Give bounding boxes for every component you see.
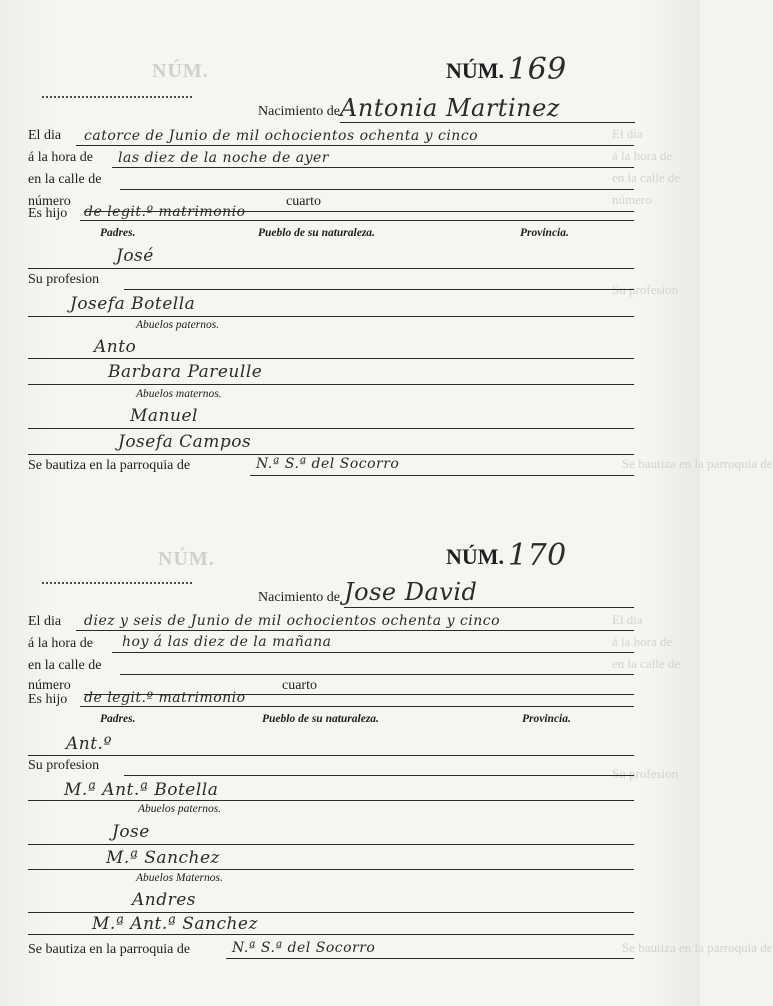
profesion-label: Su profesion xyxy=(28,758,100,773)
provincia-header: Provincia. xyxy=(520,227,569,239)
paternal-grandfather: Jose xyxy=(112,822,150,842)
bleed-text: Se bautiza en la parroquia de xyxy=(622,940,773,955)
field-line xyxy=(226,958,634,959)
record-number: 170 xyxy=(508,538,567,573)
field-line xyxy=(28,934,634,935)
maternal-grandfather: Manuel xyxy=(130,406,198,426)
bleed-text: número xyxy=(612,192,652,207)
bleed-number-2: NÚM. xyxy=(158,548,215,570)
padres-header: Padres. xyxy=(100,713,136,725)
birth-date: diez y seis de Junio de mil ochocientos ochenta y cinco xyxy=(84,613,501,629)
record-number: 169 xyxy=(508,52,567,87)
provincia-header: Provincia. xyxy=(522,713,571,725)
es-hijo-label: Es hijo xyxy=(28,206,68,221)
field-line xyxy=(28,844,634,845)
field-line xyxy=(28,454,634,455)
abuelos-maternos-label: Abuelos maternos. xyxy=(136,388,222,400)
pueblo-header: Pueblo de su naturaleza. xyxy=(262,713,379,725)
parish: N.ª S.ª del Socorro xyxy=(256,456,400,472)
bleed-text: Su profesion xyxy=(612,766,679,781)
field-line xyxy=(28,268,634,269)
abuelos-paternos-label: Abuelos paternos. xyxy=(136,319,220,331)
bleed-number-1: NÚM. xyxy=(152,60,209,82)
mother-name: M.ª Ant.ª Botella xyxy=(64,780,219,800)
cuarto-label: cuarto xyxy=(286,194,321,209)
paternal-grandmother: Barbara Pareulle xyxy=(108,362,263,382)
numero-label: número xyxy=(28,194,71,209)
field-line xyxy=(28,428,634,429)
calle-label: en la calle de xyxy=(28,658,102,673)
field-line xyxy=(340,122,635,123)
dotted-separator xyxy=(42,96,192,98)
field-line xyxy=(250,475,634,476)
bleed-text: en la calle de xyxy=(612,170,681,185)
field-line xyxy=(28,316,634,317)
bautiza-label: Se bautiza en la parroquia de xyxy=(28,942,191,957)
paternal-grandfather: Anto xyxy=(94,337,137,357)
field-line xyxy=(80,220,634,221)
bleed-text: El dia xyxy=(612,126,643,141)
child-name: Jose David xyxy=(344,578,478,606)
paternal-grandmother: M.ª Sanchez xyxy=(106,848,221,868)
field-line xyxy=(28,912,634,913)
field-line xyxy=(344,607,634,608)
record-number-label: NÚM. xyxy=(446,544,505,569)
bleed-text: Se bautiza en la parroquia de xyxy=(622,456,773,471)
bleed-text: á la hora de xyxy=(612,634,673,649)
nacimiento-label: Nacimiento de xyxy=(258,104,341,119)
maternal-grandfather: Andres xyxy=(132,890,197,910)
es-hijo-label: Es hijo xyxy=(28,692,68,707)
hora-label: á la hora de xyxy=(28,150,93,165)
field-line xyxy=(120,189,634,190)
parish: N.ª S.ª del Socorro xyxy=(232,940,376,956)
bautiza-label: Se bautiza en la parroquia de xyxy=(28,458,191,473)
nacimiento-label: Nacimiento de xyxy=(258,590,341,605)
field-line xyxy=(76,630,634,631)
hora-label: á la hora de xyxy=(28,636,93,651)
abuelos-paternos-label: Abuelos paternos. xyxy=(138,803,222,815)
field-line xyxy=(28,755,634,756)
legitimacy: de legit.º matrimonio xyxy=(84,690,246,706)
birth-hour: las diez de la noche de ayer xyxy=(118,150,329,166)
bleed-text: á la hora de xyxy=(612,148,673,163)
field-line xyxy=(28,869,634,870)
dotted-separator xyxy=(42,582,192,584)
profesion-label: Su profesion xyxy=(28,272,100,287)
dia-label: El dia xyxy=(28,614,62,629)
father-name: Ant.º xyxy=(66,734,112,754)
padres-header: Padres. xyxy=(100,227,136,239)
cuarto-label: cuarto xyxy=(282,678,317,693)
pueblo-header: Pueblo de su naturaleza. xyxy=(258,227,375,239)
abuelos-maternos-label: Abuelos Maternos. xyxy=(136,872,223,884)
field-line xyxy=(124,289,634,290)
record-number-label: NÚM. xyxy=(446,58,505,83)
numero-label: número xyxy=(28,678,71,693)
field-line xyxy=(76,145,634,146)
field-line xyxy=(120,674,634,675)
field-line xyxy=(112,167,634,168)
field-line xyxy=(28,800,634,801)
maternal-grandmother: M.ª Ant.ª Sanchez xyxy=(92,914,258,934)
mother-name: Josefa Botella xyxy=(70,294,196,314)
bleed-text: Su profesion xyxy=(612,282,679,297)
field-line xyxy=(112,652,634,653)
maternal-grandmother: Josefa Campos xyxy=(118,432,252,452)
birth-hour: hoy á las diez de la mañana xyxy=(122,634,332,650)
field-line xyxy=(28,384,634,385)
legitimacy: de legit.º matrimonio xyxy=(84,204,246,220)
bleed-text: en la calle de xyxy=(612,656,681,671)
calle-label: en la calle de xyxy=(28,172,102,187)
field-line xyxy=(80,706,634,707)
birth-date: catorce de Junio de mil ochocientos ochenta y cinco xyxy=(84,128,479,144)
dia-label: El dia xyxy=(28,128,62,143)
father-name: José xyxy=(116,246,154,266)
field-line xyxy=(28,358,634,359)
field-line xyxy=(124,775,634,776)
bleed-text: El dia xyxy=(612,612,643,627)
child-name: Antonia Martinez xyxy=(340,94,560,122)
